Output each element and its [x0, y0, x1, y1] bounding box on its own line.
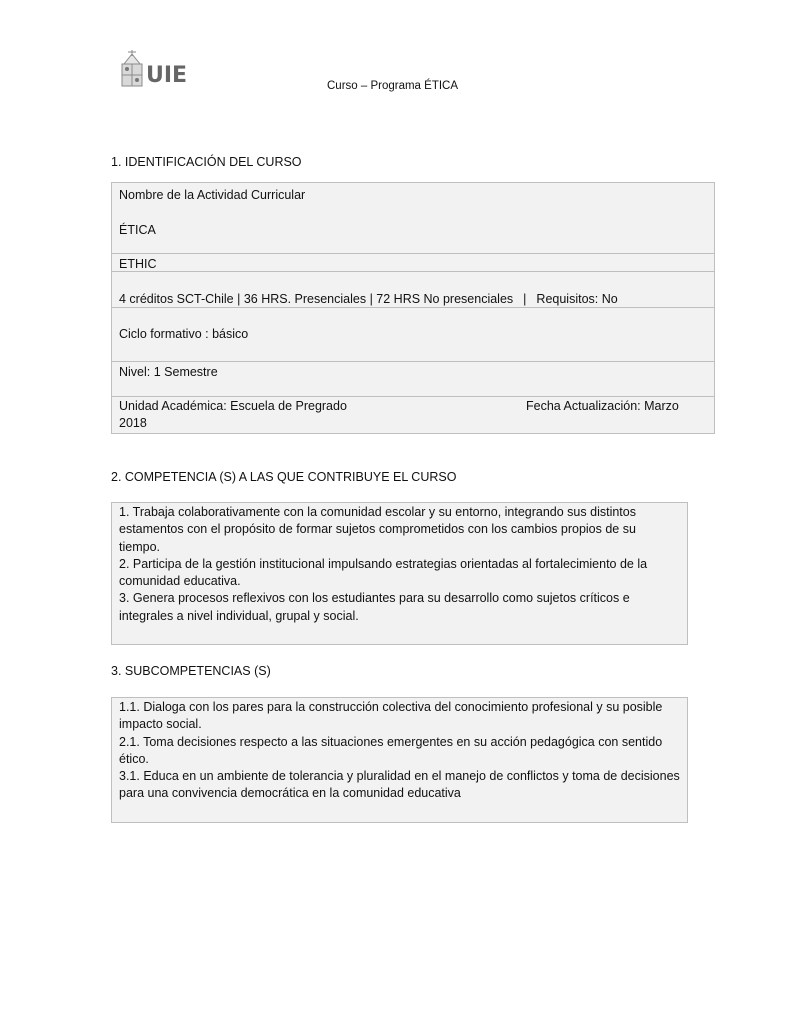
unit-row: [112, 397, 714, 433]
requisites-text: Requisitos: No: [536, 292, 618, 306]
section-competencies-title: 2. COMPETENCIA (S) A LAS QUE CONTRIBUYE EL CURSO: [111, 470, 457, 484]
competency-item: 2. Participa de la gestión institucional impulsando estrategias orientadas al fortalecimiento de la comunidad educativa.: [119, 556, 648, 589]
course-code: ETHIC: [119, 257, 157, 271]
uie-logo: [120, 48, 200, 90]
section-subcompetencies-title: 3. SUBCOMPETENCIAS (S): [111, 664, 271, 678]
document-title: Curso – Programa ÉTICA: [327, 80, 459, 92]
level-text: Nivel: 1 Semestre: [119, 365, 218, 379]
subcompetency-item: 1.1. Dialoga con los pares para la construcción colectiva del conocimiento profesional y su posible impacto social.: [119, 700, 663, 732]
unit-text: Unidad Académica: Escuela de Pregrado: [119, 399, 347, 413]
cycle-row: [112, 308, 714, 362]
activity-name: ÉTICA: [119, 223, 156, 237]
cycle-text: Ciclo formativo : básico: [119, 327, 249, 341]
update-year: 2018: [119, 416, 147, 430]
credits-separator: |: [523, 292, 527, 306]
competency-item: 1. Trabaja colaborativamente con la comunidad escolar y su entorno, integrando sus distintos estamentos con el propósito de formar sujetos comprometidos con los cambios propios de su tiempo.: [119, 505, 636, 554]
section-identification-title: 1. IDENTIFICACIÓN DEL CURSO: [111, 155, 302, 169]
uie-logo-text: UIE: [146, 63, 188, 88]
level-row: [112, 362, 714, 397]
identification-table: [111, 182, 715, 434]
competency-item: 3. Genera procesos reflexivos con los estudiantes para su desarrollo como sujetos críticos e integrales a nivel individual, grupal y social.: [119, 591, 630, 623]
subcompetencies-box: [111, 697, 688, 823]
code-row: [112, 254, 714, 272]
update-label: Fecha Actualización: Marzo: [526, 399, 679, 413]
competencies-box: [111, 502, 688, 645]
subcompetency-item: 3.1. Educa en un ambiente de tolerancia y pluralidad en el manejo de conflictos y toma de decisiones para una convivencia democrática en la comunidad educativa: [119, 769, 680, 801]
activity-label: Nombre de la Actividad Curricular: [119, 188, 306, 202]
credits-row: [112, 272, 714, 308]
subcompetency-item: 2.1. Toma decisiones respecto a las situaciones emergentes en su acción pedagógica con sentido ético.: [119, 734, 663, 766]
credits-text: 4 créditos SCT-Chile | 36 HRS. Presenciales | 72 HRS No presenciales: [119, 292, 514, 306]
activity-row: [112, 183, 714, 254]
